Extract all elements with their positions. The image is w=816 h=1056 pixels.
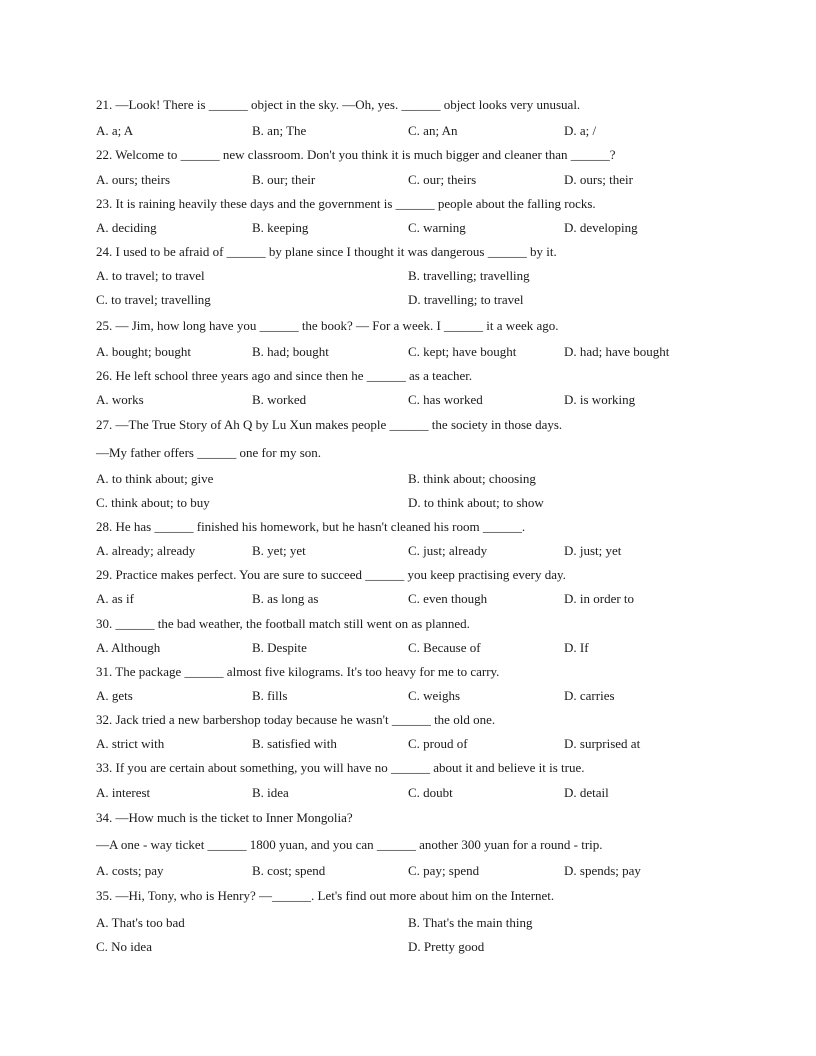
question-27-options-row2 (96, 495, 736, 511)
option-c: C. to travel; travelling (96, 292, 211, 307)
question-26-stem: 26. He left school three years ago and since then he ______ as a teacher. (96, 368, 473, 383)
option-b: B. yet; yet (252, 543, 306, 558)
option-d: D. in order to (564, 591, 635, 606)
question-24-stem: 24. I used to be afraid of ______ by plane since I thought it was dangerous ______ by it. (96, 244, 557, 259)
option-b: B. our; their (252, 172, 316, 187)
option-c: C. an; An (408, 123, 458, 138)
question-22-options (96, 172, 736, 188)
option-d: D. spends; pay (564, 863, 641, 878)
option-b: B. think about; choosing (408, 471, 536, 486)
question-23-options (96, 220, 736, 236)
question-32-options (96, 736, 736, 752)
option-b: B. had; bought (252, 344, 329, 359)
option-a: A. deciding (96, 220, 157, 235)
question-30-options (96, 640, 736, 656)
option-a: A. costs; pay (96, 863, 164, 878)
question-26-options (96, 392, 736, 408)
option-c: C. our; theirs (408, 172, 477, 187)
option-b: B. worked (252, 392, 307, 407)
option-a: A. as if (96, 591, 134, 606)
question-35-options-row2 (96, 939, 736, 955)
option-a: A. strict with (96, 736, 165, 751)
question-27-stem-line2: —My father offers ______ one for my son. (96, 445, 322, 460)
option-c: C. doubt (408, 785, 453, 800)
option-c: C. just; already (408, 543, 488, 558)
option-c: C. weighs (408, 688, 460, 703)
option-a: A. interest (96, 785, 151, 800)
question-34-options (96, 863, 736, 879)
option-d: D. Pretty good (408, 939, 485, 954)
option-d: D. carries (564, 688, 615, 703)
option-a: A. a; A (96, 123, 134, 138)
option-b: B. satisfied with (252, 736, 337, 751)
option-b: B. keeping (252, 220, 309, 235)
question-33-options (96, 785, 736, 801)
option-d: D. to think about; to show (408, 495, 544, 510)
option-d: D. If (564, 640, 589, 655)
question-25-options (96, 344, 736, 360)
option-a: A. ours; theirs (96, 172, 171, 187)
question-28-options (96, 543, 736, 559)
question-21-options (96, 123, 736, 139)
option-d: D. a; / (564, 123, 597, 138)
option-a: A. works (96, 392, 144, 407)
option-a: A. bought; bought (96, 344, 191, 359)
option-d: D. had; have bought (564, 344, 670, 359)
option-b: B. travelling; travelling (408, 268, 530, 283)
question-21-stem: 21. —Look! There is ______ object in the sky. —Oh, yes. ______ object looks very unusual. (96, 97, 581, 112)
option-b: B. That's the main thing (408, 915, 533, 930)
option-d: D. just; yet (564, 543, 622, 558)
option-c: C. even though (408, 591, 488, 606)
question-32-stem: 32. Jack tried a new barbershop today because he wasn't ______ the old one. (96, 712, 496, 727)
question-22-stem: 22. Welcome to ______ new classroom. Don't you think it is much bigger and cleaner than ______? (96, 147, 616, 162)
question-33-stem: 33. If you are certain about something, you will have no ______ about it and believe it is true. (96, 760, 585, 775)
option-c: C. proud of (408, 736, 468, 751)
question-25-stem: 25. — Jim, how long have you ______ the book? — For a week. I ______ it a week ago. (96, 318, 559, 333)
option-d: D. surprised at (564, 736, 641, 751)
option-b: B. fills (252, 688, 288, 703)
option-a: A. Although (96, 640, 161, 655)
question-30-stem: 30. ______ the bad weather, the football match still went on as planned. (96, 616, 470, 631)
option-d: D. developing (564, 220, 638, 235)
question-34-stem-line2: —A one - way ticket ______ 1800 yuan, and you can ______ another 300 yuan for a round - trip. (96, 837, 603, 852)
question-34-stem: 34. —How much is the ticket to Inner Mongolia? (96, 810, 353, 825)
question-27-stem: 27. —The True Story of Ah Q by Lu Xun makes people ______ the society in those days. (96, 417, 563, 432)
question-27-options-row1 (96, 471, 736, 487)
option-b: B. as long as (252, 591, 319, 606)
question-29-options (96, 591, 736, 607)
option-a: A. That's too bad (96, 915, 185, 930)
option-d: D. travelling; to travel (408, 292, 524, 307)
option-b: B. idea (252, 785, 289, 800)
option-c: C. Because of (408, 640, 481, 655)
option-c: C. No idea (96, 939, 152, 954)
question-24-options-row1 (96, 268, 736, 284)
option-a: A. gets (96, 688, 133, 703)
option-b: B. an; The (252, 123, 307, 138)
option-b: B. cost; spend (252, 863, 326, 878)
option-c: C. has worked (408, 392, 483, 407)
option-a: A. to think about; give (96, 471, 214, 486)
question-29-stem: 29. Practice makes perfect. You are sure to succeed ______ you keep practising every day. (96, 567, 566, 582)
question-35-options-row1 (96, 915, 736, 931)
option-c: C. kept; have bought (408, 344, 517, 359)
option-c: C. warning (408, 220, 466, 235)
option-a: A. already; already (96, 543, 196, 558)
question-35-stem: 35. —Hi, Tony, who is Henry? —______. Let's find out more about him on the Internet. (96, 888, 555, 903)
option-d: D. ours; their (564, 172, 633, 187)
question-24-options-row2 (96, 292, 736, 308)
question-28-stem: 28. He has ______ finished his homework, but he hasn't cleaned his room ______. (96, 519, 526, 534)
option-b: B. Despite (252, 640, 307, 655)
question-31-stem: 31. The package ______ almost five kilograms. It's too heavy for me to carry. (96, 664, 500, 679)
option-d: D. is working (564, 392, 636, 407)
question-31-options (96, 688, 736, 704)
option-c: C. pay; spend (408, 863, 480, 878)
option-c: C. think about; to buy (96, 495, 210, 510)
option-d: D. detail (564, 785, 609, 800)
question-23-stem: 23. It is raining heavily these days and the government is ______ people about the falling rocks. (96, 196, 596, 211)
option-a: A. to travel; to travel (96, 268, 205, 283)
